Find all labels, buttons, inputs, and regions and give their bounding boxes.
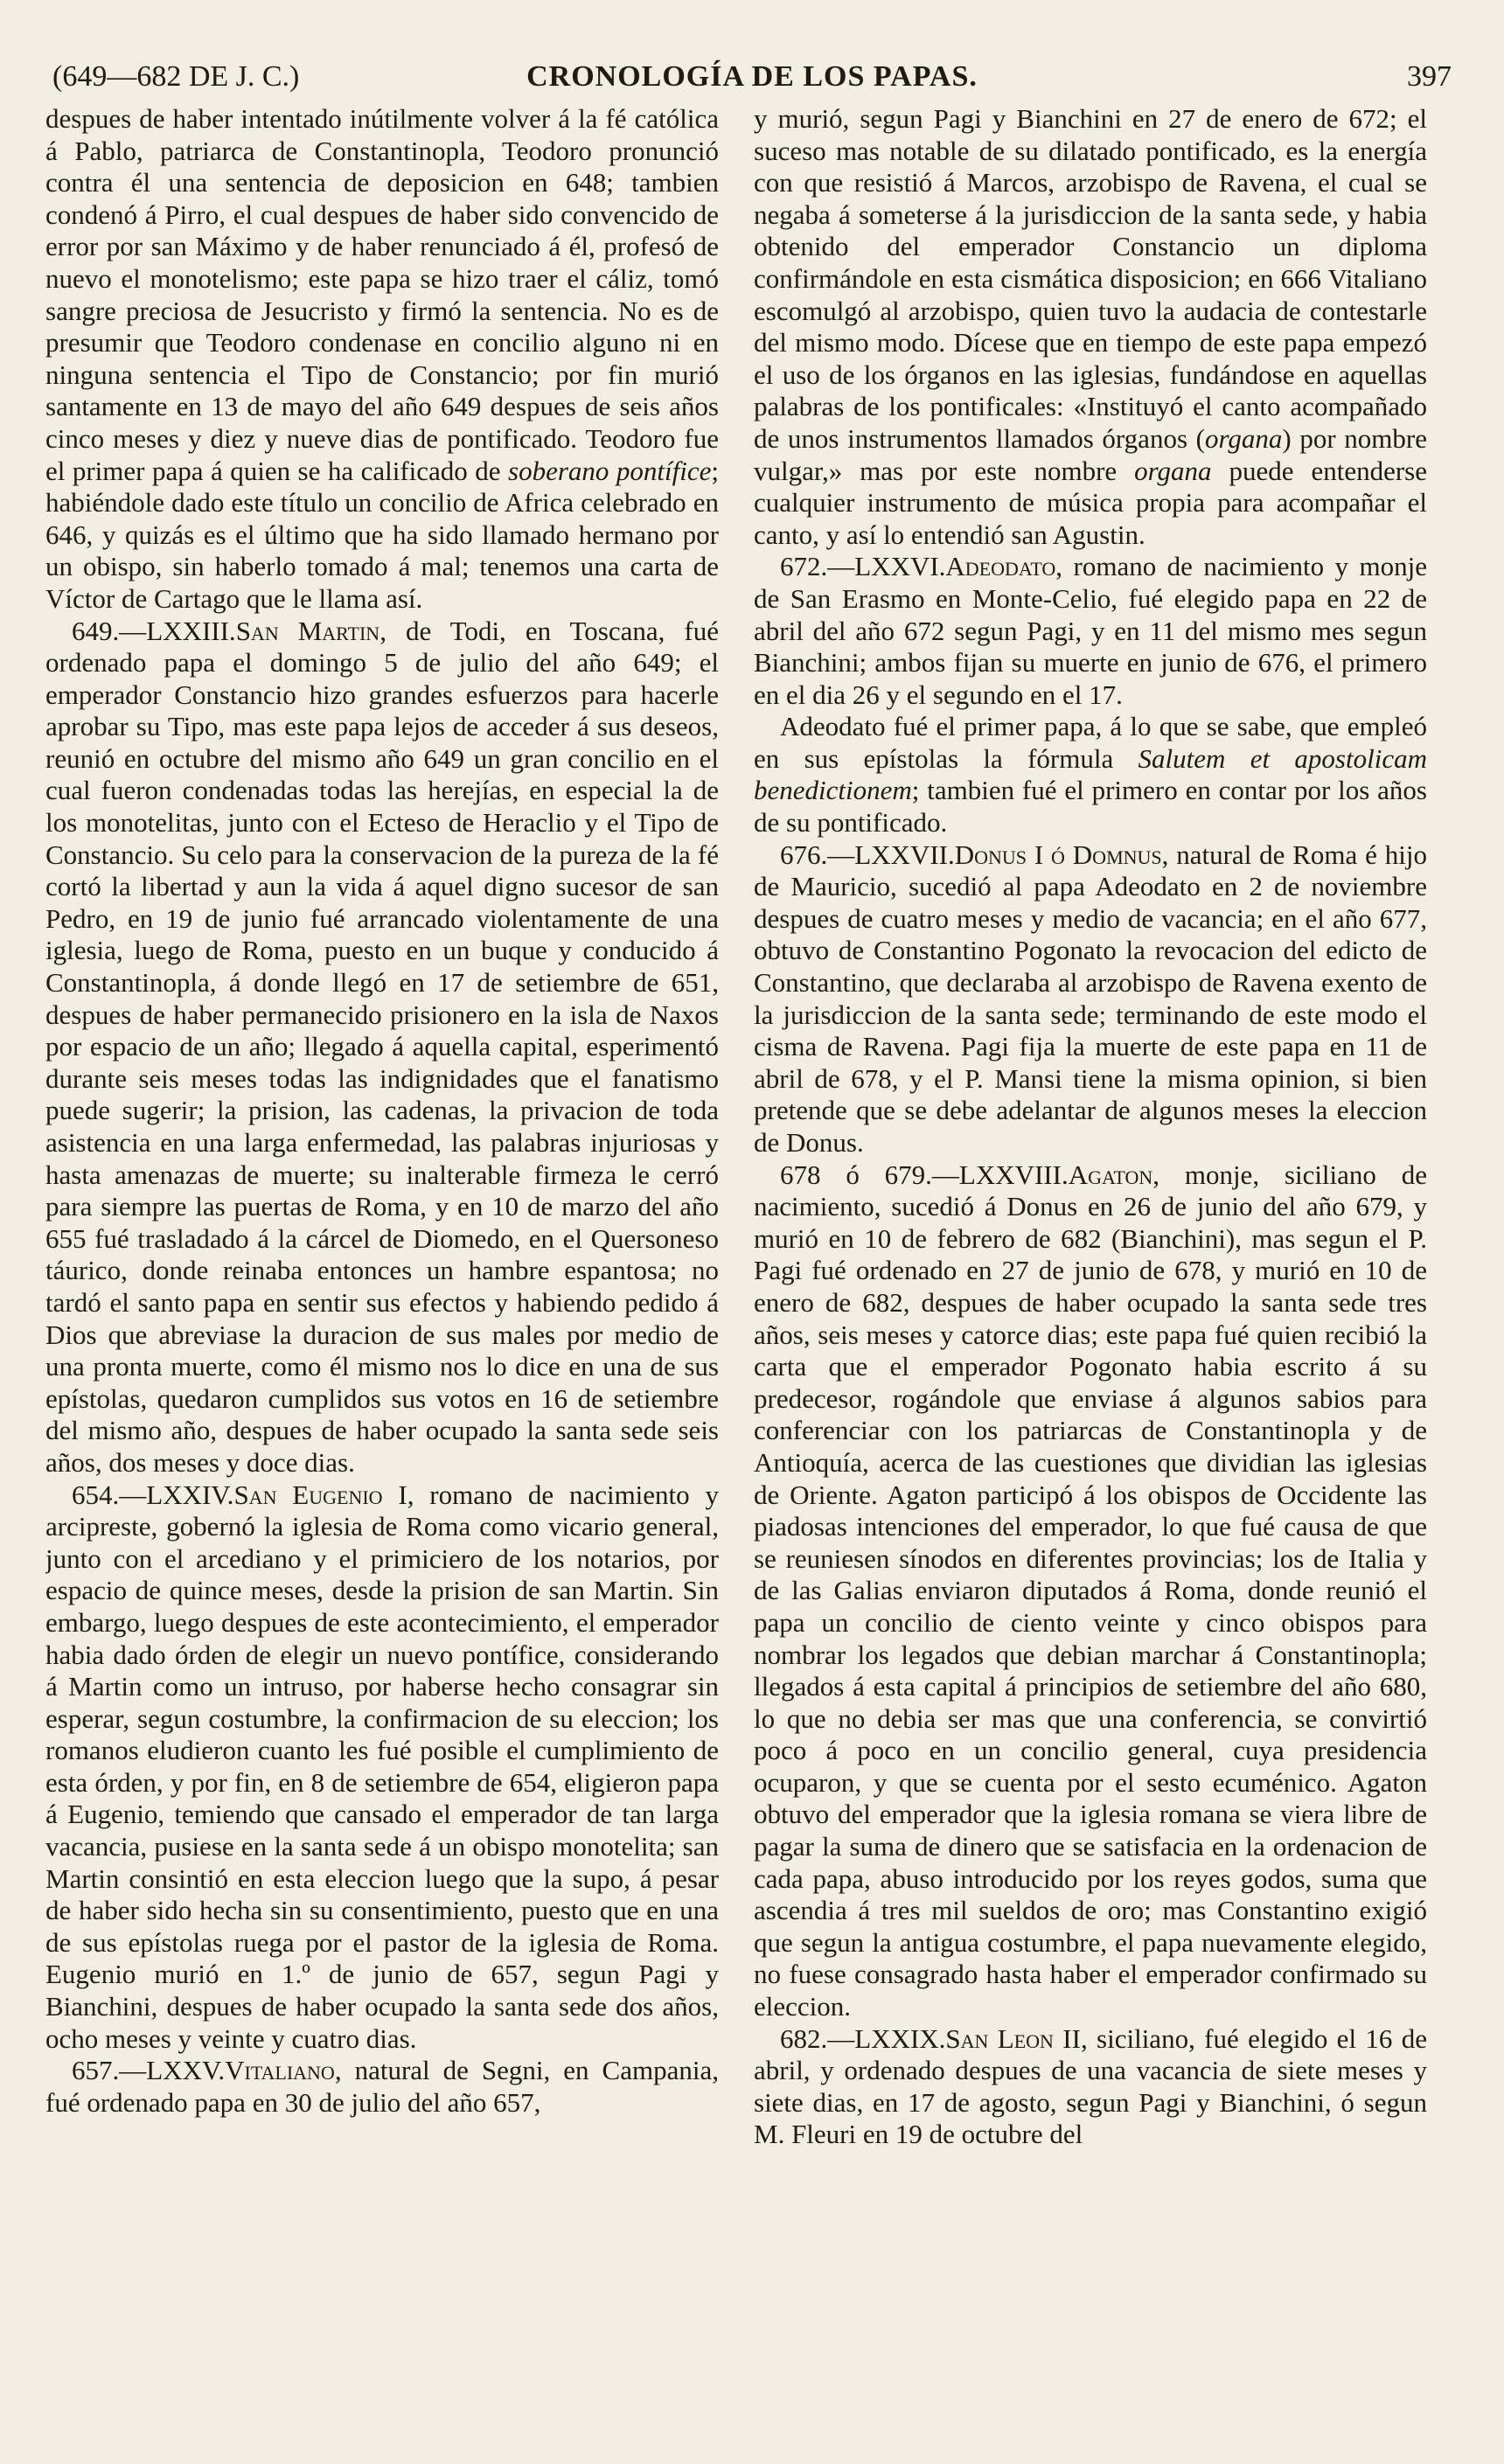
entry-text: , natural de Roma é hijo de Mauricio, sucedió al papa Adeodato en 2 de noviembre despues de cuatro meses y medio de vacancia; en el año 677, obtuvo de Constantino Pogonato la revocacion del edicto de Constantino, que declaraba al arzobispo de Ravena exento de la jurisdiccion de la santa sede; terminando de este modo el cisma de Ravena. Pagi fija la muerte de este papa en 11 de abril de 678, y el P. Mansi tiene la misma opinion, si bien pretende que se debe adelantar de algunos meses la eleccion de Donus. xyxy=(754,839,1427,1158)
page-number: 397 xyxy=(1407,60,1452,93)
entry-text: , de Todi, en Toscana, fué ordenado papa el domingo 5 de julio del año 649; el emperador Constancio hizo grandes esfuerzos para hacerle aprobar su Tipo, mas este papa lejos de acceder á sus deseos, reunió en octubre del mismo año 649 un gran concilio en el cual fueron condenadas todas las herejías, en especial la de los monotelitas, junto con el Ecteso de Heraclio y el Tipo de Constancio. Su celo para la conservacion de la pureza de la fé cortó la libertad y aun la vida á aquel digno sucesor de san Pedro, en 19 de junio fué arrancado violentamente de una iglesia, luego de Roma, puesto en un buque y conducido á Constantinopla, á donde llegó en 17 de setiembre de 651, despues de haber permanecido prisionero en la isla de Naxos por espacio de un año; llegado á aquella capital, esperimentó durante seis meses todas las indignidades que el fanatismo puede sugerir; la prision, las cadenas, la privacion de toda asistencia en una larga enfermedad, las palabras injuriosas y hasta amenazas de muerte; su inalterable firmeza le cerró para siempre las puertas de Roma, y en 10 de marzo del año 655 fué trasladado á la cárcel de Diomedo, en el Quersoneso táurico, donde reinaba entonces un hambre espantosa; no tardó el santo papa en sentir sus efectos y habiendo pedido á Dios que abreviase la duracion de sus males por medio de una pronta muerte, como él mismo nos lo dice en una de sus epístolas, quedaron cumplidos sus votos en 16 de setiembre del mismo año, despues de haber ocupado la santa sede seis años, dos meses y doce dias. xyxy=(45,615,719,1478)
entry-number: 676.—LXXVII. xyxy=(780,839,955,870)
entry-649-san-martin xyxy=(45,616,719,1479)
entry-number: 672.—LXXVI. xyxy=(780,551,946,582)
italic-run: Salutem et apostolicam benedictionem xyxy=(754,742,1427,806)
text-run: ) por nombre vulgar,» mas por este nombre xyxy=(754,422,1427,486)
entry-number: 682.—LXXIX. xyxy=(780,2022,946,2054)
entry-text: , romano de nacimiento y arcipreste, gobernó la iglesia de Roma como vicario general, junto con el arcediano y el primiciero de los notarios, por espacio de quince meses, desde la prision de san Martin. Sin embargo, luego despues de este acontecimiento, el emperador habia dado órden de elegir un nuevo pontífice, considerando á Martin como un intruso, por haberse hecho consagrar sin esperar, segun costumbre, la confirmacion de su eleccion; los romanos eludieron cuanto les fué posible el cumplimiento de esta órden, y por fin, en 8 de setiembre de 654, eligieron papa á Eugenio, temiendo que cansado el emperador de tan larga vacancia, pusiese en la santa sede á un obispo monotelita; san Martin consintió en esta eleccion luego que la supo, á pesar de haber sido hecha sin su consentimiento, puesto que en una de sus epístolas ruega por el pastor de la iglesia de Roma. Eugenio murió en 1.º de junio de 657, segun Pagi y Bianchini, despues de haber ocupado la santa sede dos años, ocho meses y veinte y cuatro dias. xyxy=(45,1479,719,2054)
entry-number: 657.—LXXV. xyxy=(72,2055,226,2086)
left-column xyxy=(45,103,719,2429)
paragraph-vitaliano-cont xyxy=(754,103,1427,551)
entry-number: 654.—LXXIV. xyxy=(72,1479,234,1510)
entry-682-san-leon xyxy=(754,2023,1427,2151)
text-run: ; habiéndole dado este título un concilio de Africa celebrado en 646, y quizás es el último que ha sido llamado hermano por un obispo, sin haberlo tomado á mal; tenemos una carta de Víctor de Cartago que le llama así. xyxy=(45,455,719,614)
header-date-range: (649—682 DE J. C.) xyxy=(52,60,300,93)
entry-672-adeodato xyxy=(754,551,1427,711)
paragraph-teodoro xyxy=(45,103,719,616)
text-run: y murió, segun Pagi y Bianchini en 27 de enero de 672; el suceso mas notable de su dilatado pontificado, es la energía con que resistió á Marcos, arzobispo de Ravena, el cual se negaba á someterse á la jurisdiccion de la santa sede, y habia obtenido del emperador Constancio un diploma confirmándole en esta cismática disposicion; en 666 Vitaliano escomulgó al arzobispo, quien tuvo la audacia de contestarle del mismo modo. Dícese que en tiempo de este papa empezó el uso de los órganos en las iglesias, fundándose en aquellas palabras de los pontificales: «Instituyó el canto acompañado de unos instrumentos llamados órganos ( xyxy=(754,103,1427,454)
text-run: ; tambien fué el primero en contar por los años de su pontificado. xyxy=(754,775,1427,839)
entry-text: , romano de nacimiento y monje de San Erasmo en Monte-Celio, fué elegido papa en 22 de abril del año 672 segun Pagi, y en 11 del mismo mes segun Bianchini; ambos fijan su muerte en junio de 676, el primero en el dia 26 y el segundo en el 17. xyxy=(754,551,1427,710)
entry-text: , natural de Segni, en Campania, fué ordenado papa en 30 de julio del año 657, xyxy=(45,2055,719,2118)
entry-text: , monje, siciliano de nacimiento, sucedió á Donus en 26 de junio del año 679, y murió en 10 de febrero de 682 (Bianchini), mas segun el P. Pagi fué ordenado en 27 de junio de 678, y murió en 10 de enero de 682, despues de haber ocupado la santa sede tres años, seis meses y catorce dias; este papa fué quien recibió la carta que el emperador Pogonato habia escrito á su predecesor, rogándole que enviase á algunos sabios para conferenciar con los patriarcas de Constantinopla y de Antioquía, acerca de las cuestiones que dividian las iglesias de Oriente. Agaton participó á los obispos de Occidente las piadosas intenciones del emperador, lo que fué causa de que se reuniesen sínodos en diferentes provincias; los de Italia y de las Galias enviaron diputados á Roma, donde reunió el papa un concilio de ciento veinte y cinco obispos para nombrar los legados que debian marchar á Constantinopla; llegados á esta capital á principios de setiembre del año 680, lo que no debia ser mas que una conferencia, se convirtió poco á poco en un concilio general, cuya presidencia ocuparon, y que se cuenta por el sesto ecuménico. Agaton obtuvo del emperador que la iglesia romana se viera libre de pagar la suma de dinero que se satisfacia en la ordenacion de cada papa, abuso introducido por los reyes godos, suma que ascendia á tres mil sueldos de oro; mas Constantino exigió que segun la antigua costumbre, el papa nuevamente elegido, no fuese consagrado hasta haber el emperador confirmado su eleccion. xyxy=(754,1159,1427,2022)
paragraph-adeodato-formula xyxy=(754,711,1427,839)
pope-name: Donus I ó Domnus xyxy=(954,839,1162,870)
italic-run: soberano pontífice xyxy=(508,455,712,486)
entry-number: 649.—LXXIII. xyxy=(72,615,236,646)
entry-654-san-eugenio xyxy=(45,1479,719,2056)
pope-name: Agaton xyxy=(1068,1159,1153,1190)
pope-name: San Leon II xyxy=(945,2022,1081,2054)
pope-name: San Martin xyxy=(235,615,380,646)
header-title: CRONOLOGÍA DE LOS PAPAS. xyxy=(526,60,978,93)
right-column xyxy=(754,103,1427,2429)
pope-name: Adeodato xyxy=(945,551,1056,582)
entry-number: 678 ó 679.—LXXVIII. xyxy=(780,1159,1069,1190)
pope-name: San Eugenio I xyxy=(233,1479,407,1510)
text-run: puede entenderse cualquier instrumento de música propia para acompañar el canto, y así lo entendió san Agustin. xyxy=(754,455,1427,550)
entry-678-agaton xyxy=(754,1159,1427,2023)
text-run: Adeodato fué el primer papa, á lo que se sabe, que empleó en sus epístolas la fórmula xyxy=(754,711,1427,774)
running-header xyxy=(52,51,1452,103)
italic-run: organa xyxy=(1204,422,1283,454)
entry-676-donus xyxy=(754,839,1427,1159)
entry-text: , siciliano, fué elegido el 16 de abril, y ordenado despues de una vacancia de siete meses y siete dias, en 17 de agosto, segun Pagi y Bianchini, ó segun M. Fleuri en 19 de octubre del xyxy=(754,2022,1427,2150)
italic-run: organa xyxy=(1134,455,1212,486)
pope-name: Vitaliano xyxy=(225,2055,335,2086)
text-run: despues de haber intentado inútilmente volver á la fé católica á Pablo, patriarca de Constantinopla, Teodoro pronunció contra él una sentencia de deposicion en 648; tambien condenó á Pirro, el cual despues de haber sido convencido de error por san Máximo y de haber renunciado á él, profesó de nuevo el monotelismo; este papa se hizo traer el cáliz, tomó sangre preciosa de Jesucristo y firmó la sentencia. No es de presumir que Teodoro condenase en concilio alguno ni en ninguna sentencia el Tipo de Constancio; por fin murió santamente en 13 de mayo del año 649 despues de seis años cinco meses y diez y nueve dias de pontificado. Teodoro fue el primer papa á quien se ha calificado de xyxy=(45,103,719,486)
entry-657-vitaliano xyxy=(45,2055,719,2119)
